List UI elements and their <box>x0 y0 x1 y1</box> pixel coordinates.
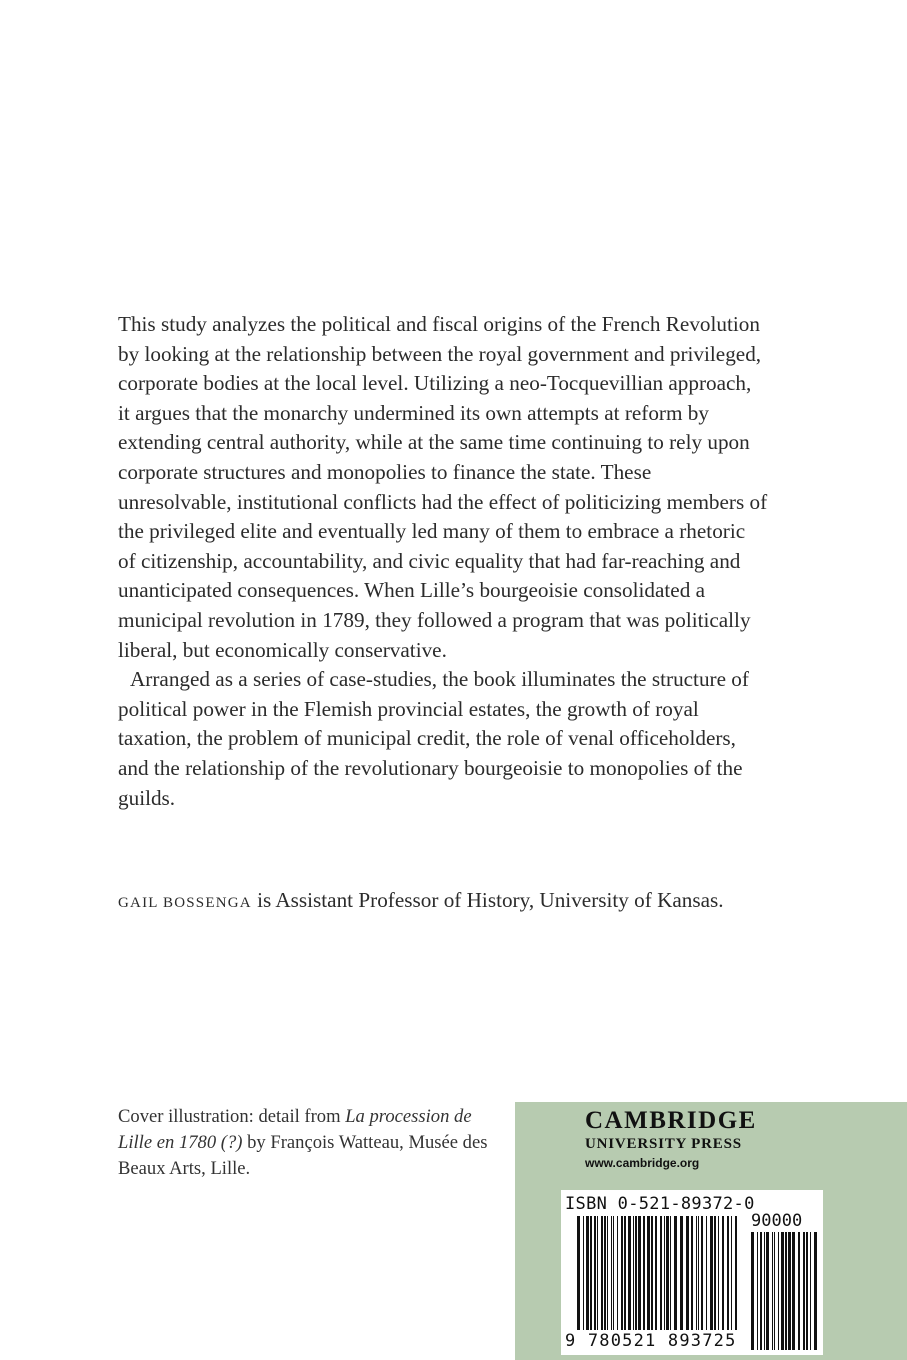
barcode-bar <box>722 1216 724 1330</box>
barcode-bar <box>731 1216 732 1330</box>
barcode-bar <box>594 1216 596 1330</box>
barcode-bar <box>643 1216 645 1330</box>
barcode-bar <box>814 1232 817 1350</box>
barcode-addon-bars <box>751 1232 817 1350</box>
barcode-bar <box>778 1232 779 1350</box>
barcode-bar <box>718 1216 719 1330</box>
barcode-bar <box>798 1232 800 1350</box>
barcode-bar <box>613 1216 614 1330</box>
barcode-bar <box>806 1232 808 1350</box>
barcode-bar <box>621 1216 623 1330</box>
ean-number: 9 780521 893725 <box>565 1331 737 1351</box>
barcode-bar <box>590 1216 592 1330</box>
barcode-bar <box>666 1216 669 1330</box>
barcode-bar <box>633 1216 634 1330</box>
barcode-bar <box>601 1216 603 1330</box>
barcode-bar <box>586 1216 589 1330</box>
barcode-bar <box>710 1216 713 1330</box>
barcode-bar <box>691 1216 693 1330</box>
barcode-bar <box>792 1232 795 1350</box>
barcode-bar <box>670 1216 671 1330</box>
barcode-bar <box>655 1216 657 1330</box>
barcode-bar <box>607 1216 608 1330</box>
credit-prefix: Cover illustration: detail from <box>118 1106 346 1127</box>
barcode-bar <box>735 1216 737 1330</box>
barcode-bar <box>766 1232 769 1350</box>
barcode-bar <box>664 1216 665 1330</box>
back-cover-blurb <box>118 310 768 813</box>
barcode-bar <box>577 1216 580 1330</box>
barcode-bar <box>680 1216 683 1330</box>
barcode-bar <box>757 1232 758 1350</box>
barcode-bar <box>788 1232 791 1350</box>
author-name: GAIL BOSSENGA <box>118 895 252 911</box>
barcode-bar <box>698 1216 699 1330</box>
barcode-bar <box>785 1232 787 1350</box>
barcode-bar <box>714 1216 716 1330</box>
barcode-bar <box>781 1232 784 1350</box>
price-code: 90000 <box>751 1211 803 1231</box>
barcode-bar <box>638 1216 641 1330</box>
author-bio: is Assistant Professor of History, University of Kansas. <box>251 888 724 912</box>
barcode-main-bars <box>577 1216 737 1330</box>
barcode-bar <box>696 1216 697 1330</box>
barcode-bar <box>597 1216 598 1330</box>
barcode-bar <box>660 1216 662 1330</box>
barcode-bar <box>764 1232 765 1350</box>
credit-suffix: by François Watteau, Musée des Beaux Arts, Lille. <box>118 1132 488 1179</box>
barcode <box>561 1190 823 1355</box>
barcode-bar <box>611 1216 612 1330</box>
barcode-bar <box>803 1232 805 1350</box>
credit-work-title: La procession de Lille en 1780 (?) <box>118 1106 472 1153</box>
barcode-bar <box>604 1216 606 1330</box>
barcode-bar <box>628 1216 631 1330</box>
publisher-url: www.cambridge.org <box>585 1156 700 1170</box>
barcode-bar <box>774 1232 775 1350</box>
barcode-bar <box>751 1232 754 1350</box>
author-note <box>118 886 778 919</box>
barcode-bar <box>760 1232 762 1350</box>
publisher-subtitle: UNIVERSITY PRESS <box>585 1136 742 1152</box>
blurb-paragraph-2: Arranged as a series of case-studies, the book illuminates the structure of political power in the Flemish provincial estates, the growth of royal taxation, the problem of municipal credit, the role of venal officeholders, and the relationship of the revolutionary bourgeoisie to monopolies of the guilds. <box>118 667 749 810</box>
barcode-bar <box>624 1216 626 1330</box>
barcode-bar <box>651 1216 653 1330</box>
barcode-bar <box>701 1216 703 1330</box>
barcode-bar <box>583 1216 584 1330</box>
barcode-bar <box>810 1232 811 1350</box>
barcode-bar <box>706 1216 707 1330</box>
barcode-bar <box>727 1216 729 1330</box>
barcode-bar <box>674 1216 677 1330</box>
barcode-bar <box>617 1216 618 1330</box>
barcode-bar <box>635 1216 637 1330</box>
barcode-bar <box>772 1232 773 1350</box>
barcode-bar <box>686 1216 689 1330</box>
isbn-number: ISBN 0-521-89372-0 <box>565 1194 755 1214</box>
blurb-paragraph-1: This study analyzes the political and fiscal origins of the French Revolution by looking at the relationship between the royal government and privileged, corporate bodies at the local level. Utilizing a neo-Tocquevillian approach, it argues that the monarchy undermined its own attempts at reform by extending central authority, while at the same time continuing to rely upon corporate structures and monopolies to finance the state. These unresolvable, institutional conflicts had the effect of politicizing members of the privileged elite and eventually led many of them to embrace a rhetoric of citizenship, accountability, and civic equality that had far-reaching and unanticipated consequences. When Lille’s bourgeoisie consolidated a municipal revolution in 1789, they followed a program that was politically liberal, but economically conservative. <box>118 312 768 662</box>
publisher-panel <box>515 1102 907 1360</box>
cover-credit <box>118 1104 498 1182</box>
barcode-bar <box>647 1216 650 1330</box>
publisher-name: CAMBRIDGE <box>585 1107 757 1134</box>
